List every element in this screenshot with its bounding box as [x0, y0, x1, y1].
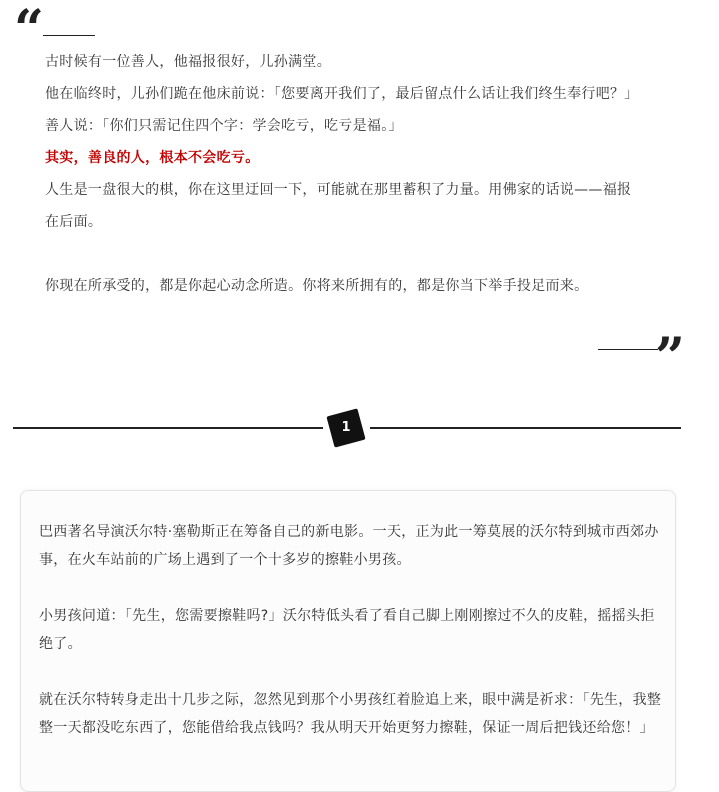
story-text: [39, 518, 665, 770]
quote-paragraph: 善人说：「你们只需记住四个字：学会吃亏，吃亏是福。」: [45, 118, 403, 134]
close-quote-rule: [598, 349, 658, 350]
paragraph-spacer: [45, 238, 645, 270]
section-number: 1: [341, 420, 351, 435]
open-quote-mark: “: [14, 0, 44, 60]
quote-highlight: 其实，善良的人，根本不会吃亏。: [45, 150, 260, 166]
quote-block: [45, 46, 645, 302]
story-paragraph: 巴西著名导演沃尔特·塞勒斯正在筹备自己的新电影。一天，正为此一筹莫展的沃尔特到城市西郊办事，在火车站前的广场上遇到了一个十多岁的擦鞋小男孩。: [39, 524, 659, 568]
open-quote-rule: [43, 35, 95, 36]
quote-paragraph: 你现在所承受的，都是你起心动念所造。你将来所拥有的，都是你当下举手投足而来。: [45, 278, 589, 294]
quote-paragraph: 古时候有一位善人，他福报很好，儿孙满堂。: [45, 54, 331, 70]
section-divider-left: [13, 427, 323, 429]
close-quote-mark: ”: [655, 327, 685, 388]
quote-paragraph: 他在临终时，儿孙们跪在他床前说：「您要离开我们了，最后留点什么话让我们终生奉行吧？」: [45, 86, 639, 102]
story-paragraph: 小男孩问道：「先生，您需要擦鞋吗?」沃尔特低头看了看自己脚上刚刚擦过不久的皮鞋，摇摇头拒绝了。: [39, 608, 655, 652]
quote-paragraph: 人生是一盘很大的棋，你在这里迂回一下，可能就在那里蓄积了力量。用佛家的话说——福报在后面。: [45, 182, 632, 230]
story-paragraph: 就在沃尔特转身走出十几步之际，忽然见到那个小男孩红着脸追上来，眼中满是祈求：「先生，我整整一天都没吃东西了，您能借给我点钱吗？我从明天开始更努力擦鞋，保证一周后把钱还给您！」: [39, 692, 662, 736]
section-divider-right: [370, 427, 681, 429]
